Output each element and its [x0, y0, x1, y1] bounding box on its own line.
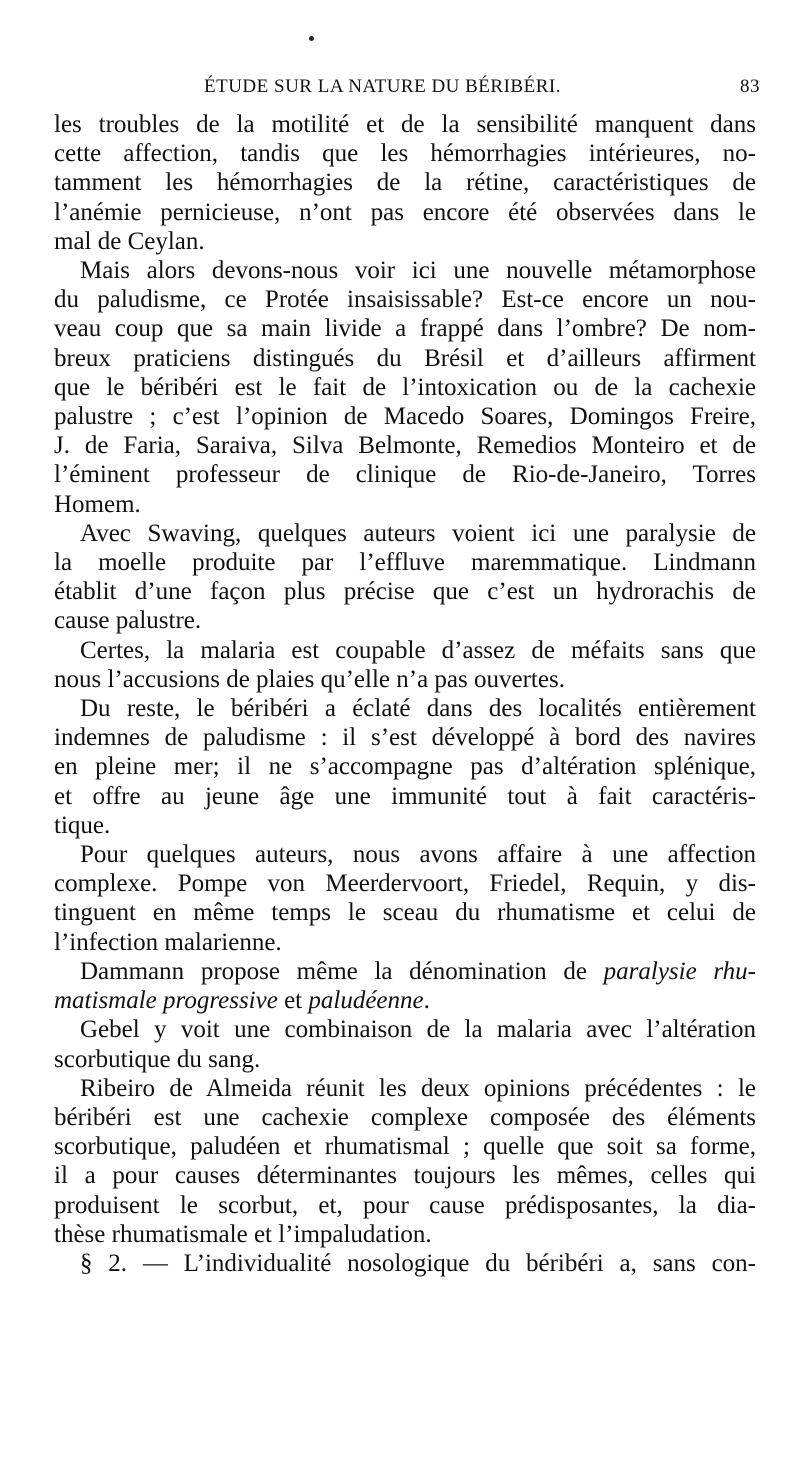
text-span: tinguent en même temps le sceau du rhumatisme et celui de — [54, 899, 756, 927]
text-span: scorbutique, paludéen et rhumatismal ; quelle que soit sa forme, — [54, 1133, 756, 1161]
text-line — [54, 840, 756, 869]
text-span: Homem. — [54, 490, 141, 518]
text-span: thèse rhumatismale et l’impaludation. — [54, 1220, 432, 1248]
text-span: cause palustre. — [54, 607, 202, 635]
page-number: 83 — [740, 76, 760, 97]
text-span: Du reste, le béribéri a éclaté dans des localités entièrement — [80, 695, 756, 723]
text-span: J. de Faria, Saraiva, Silva Belmonte, Remedios Monteiro et de — [54, 432, 756, 460]
text-line — [54, 1045, 756, 1074]
text-span: Gebel y voit une combinaison de la malaria avec l’altération — [80, 1016, 756, 1044]
text-line — [54, 986, 756, 1015]
text-line — [54, 928, 756, 957]
text-span: en pleine mer; il ne s’accompagne pas d’altération splénique, — [54, 753, 756, 781]
text-span: tique. — [54, 811, 111, 839]
text-span: Avec Swaving, quelques auteurs voient ici une paralysie de — [80, 519, 756, 547]
text-span: nous l’accusions de plaies qu’elle n’a pas ouvertes. — [54, 665, 565, 693]
text-line — [54, 811, 756, 840]
text-line — [54, 1015, 756, 1044]
print-speck — [309, 36, 314, 41]
italic-text: paralysie rhu- — [603, 957, 756, 985]
text-span: l’éminent professeur de clinique de Rio-de-Janeiro, Torres — [54, 461, 756, 489]
text-span: § 2. — L’individualité nosologique du béribéri a, sans con- — [80, 1249, 756, 1277]
text-line — [54, 1191, 756, 1220]
text-line — [54, 636, 756, 665]
text-span: et — [277, 987, 309, 1015]
running-title: ÉTUDE SUR LA NATURE DU BÉRIBÉRI. — [204, 76, 561, 97]
text-line — [54, 256, 756, 285]
text-span: et offre au jeune âge une immunité tout à fait caractéris- — [54, 782, 756, 810]
text-line — [54, 227, 756, 256]
text-line — [54, 869, 756, 898]
text-line — [54, 490, 756, 519]
text-span: les troubles de la motilité et de la sensibilité manquent dans — [54, 111, 756, 138]
text-line — [54, 344, 756, 373]
text-line — [54, 139, 756, 168]
text-span: il a pour causes déterminantes toujours les mêmes, celles qui — [54, 1162, 756, 1190]
text-line — [54, 665, 756, 694]
text-span: mal de Ceylan. — [54, 227, 205, 255]
text-line — [54, 577, 756, 606]
text-line — [54, 285, 756, 314]
text-span: . — [423, 987, 430, 1015]
text-span: l’infection malarienne. — [54, 928, 282, 956]
text-span: que le béribéri est le fait de l’intoxication ou de la cachexie — [54, 373, 756, 401]
text-line — [54, 460, 756, 489]
text-span: établit d’une façon plus précise que c’est un hydrorachis de — [54, 578, 756, 606]
text-line — [54, 402, 756, 431]
text-span: Pour quelques auteurs, nous avons affaire à une affection — [80, 841, 756, 869]
text-span: Mais alors devons-nous voir ici une nouvelle métamorphose — [80, 257, 756, 285]
text-span: scorbutique du sang. — [54, 1045, 261, 1073]
text-span: la moelle produite par l’effluve maremmatique. Lindmann — [54, 549, 756, 577]
text-line — [54, 782, 756, 811]
text-line — [54, 752, 756, 781]
body-text — [54, 110, 756, 1278]
text-span: breux praticiens distingués du Brésil et d’ailleurs affirment — [54, 344, 756, 372]
text-line — [54, 1161, 756, 1190]
text-span: indemnes de paludisme : il s’est développé à bord des navires — [54, 724, 756, 752]
text-span: Ribeiro de Almeida réunit les deux opinions précédentes : le — [80, 1074, 756, 1102]
text-span: béribéri est une cachexie complexe composée des éléments — [54, 1103, 756, 1131]
text-span: palustre ; c’est l’opinion de Macedo Soares, Domingos Freire, — [54, 403, 756, 431]
text-span: du paludisme, ce Protée insaisissable? Est-ce encore un nou- — [54, 286, 756, 314]
text-line — [54, 198, 756, 227]
text-line — [54, 723, 756, 752]
text-line — [54, 898, 756, 927]
text-line — [54, 957, 756, 986]
text-span: cette affection, tandis que les hémorrhagies intérieures, no- — [54, 140, 756, 168]
text-line — [54, 519, 756, 548]
running-header — [54, 76, 760, 106]
text-span: l’anémie pernicieuse, n’ont pas encore été observées dans le — [54, 198, 756, 226]
text-line — [54, 110, 756, 139]
text-line — [54, 373, 756, 402]
text-line — [54, 606, 756, 635]
text-span: tamment les hémorrhagies de la rétine, caractéristiques de — [54, 169, 756, 197]
text-line — [54, 1074, 756, 1103]
text-span: Dammann propose même la dénomination de — [80, 957, 604, 985]
text-span: Certes, la malaria est coupable d’assez de méfaits sans que — [80, 636, 756, 664]
italic-text: paludéenne — [308, 987, 424, 1015]
text-line — [54, 548, 756, 577]
text-line — [54, 694, 756, 723]
text-line — [54, 1103, 756, 1132]
text-line — [54, 431, 756, 460]
text-line — [54, 168, 756, 197]
text-line — [54, 314, 756, 343]
text-line — [54, 1220, 756, 1249]
text-line — [54, 1249, 756, 1278]
text-span: veau coup que sa main livide a frappé dans l’ombre? De nom- — [54, 315, 756, 343]
italic-text: matismale progressive — [54, 987, 278, 1015]
text-line — [54, 1132, 756, 1161]
text-span: complexe. Pompe von Meerdervoort, Friedel, Requin, y dis- — [54, 870, 756, 898]
text-span: produisent le scorbut, et, pour cause prédisposantes, la dia- — [54, 1191, 756, 1219]
